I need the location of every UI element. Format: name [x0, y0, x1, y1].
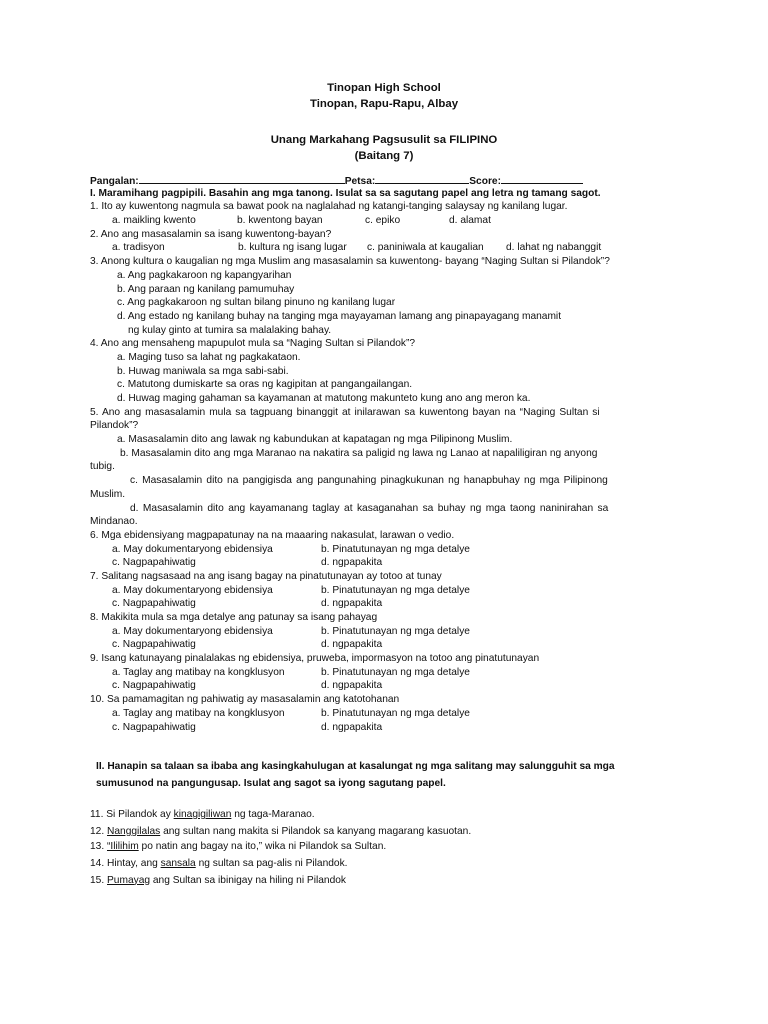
date-blank [375, 173, 469, 184]
choice-a: a. Taglay ang matibay na kongklusyon [112, 666, 285, 678]
score-blank [501, 173, 583, 184]
choice-b: b. kwentong bayan [237, 215, 323, 227]
item-15-rest: ang Sultan sa ibinigay na hiling ni Pilandok [150, 874, 347, 886]
choice-a: a. Ang pagkakaroon ng kapangyarihan [117, 269, 292, 281]
item-12 [90, 825, 680, 840]
question-8: 8. Makikita mula sa mga detalye ang patunay sa isang pahayag [90, 612, 378, 623]
item-11-rest: ng taga-Maranao. [231, 809, 315, 820]
choice-c: c. Matutong dumiskarte sa oras ng kagipitan at pangangailangan. [117, 379, 413, 391]
choice-b: b. Pinatutunayan ng mga detalye [321, 666, 470, 678]
question-7-choices-ab [90, 584, 680, 598]
item-12-rest: ang sultan nang makita si Pilandok sa kanyang magarang kasuotan. [160, 826, 472, 837]
choice-d: d. ngpapakita [321, 680, 383, 692]
item-11-number: 11. Si Pilandok ay [90, 809, 174, 820]
choice-b: b. Ang paraan ng kanilang pamumuhay [117, 283, 295, 295]
choice-c: c. Nagpapahiwatig [112, 721, 196, 733]
choice-b: b. Pinatutunayan ng mga detalye [321, 584, 470, 596]
choice-b: b. Masasalamin dito ang mga Maranao na nakatira sa paligid ng lawa ng Lanao at napaliligiran ng anyong [120, 447, 598, 459]
choice-d: d. lahat ng nabanggit [506, 242, 602, 254]
choice-c: c. Nagpapahiwatig [112, 598, 196, 610]
part1-instructions: I. Maramihang pagpipili. Basahin ang mga tanong. Isulat sa sa sagutang papel ang letra ng tamang sagot. [90, 187, 601, 199]
choice-b-continued: tubig. [90, 461, 115, 473]
question-6-choices-cd [90, 556, 680, 570]
grade-level: (Baitang 7) [354, 150, 414, 162]
exam-body [90, 173, 680, 734]
choice-a: a. tradisyon [112, 242, 165, 254]
question-7: 7. Salitang nagsasaad na ang isang bagay na pinatutunayan ay totoo at tunay [90, 570, 442, 582]
item-14-underlined-word: sansala [160, 857, 196, 869]
name-blank [139, 173, 345, 184]
school-name: Tinopan High School [327, 82, 441, 94]
choice-b: b. kultura ng isang lugar [238, 242, 347, 254]
choice-a: a. maikling kwento [112, 215, 196, 227]
choice-d: d. alamat [449, 215, 491, 227]
choice-b: b. Pinatutunayan ng mga detalye [321, 707, 470, 719]
question-8-choices-ab [90, 625, 680, 639]
student-info-line [90, 173, 680, 187]
question-10-choices-cd [90, 721, 680, 735]
part2-items [90, 808, 680, 887]
question-1-choices [90, 214, 680, 228]
choice-c: c. epiko [365, 215, 401, 227]
question-10-choices-ab [90, 707, 680, 721]
item-15-number: 15. [90, 874, 107, 886]
question-9-choices-ab [90, 666, 680, 680]
question-9: 9. Isang katunayang pinalalakas ng ebidensiya, pruweba, impormasyon na totoo ang pinatutunayan [90, 653, 540, 665]
question-1: 1. Ito ay kuwentong nagmula sa bawat pook na naglalahad ng katangi-tanging salaysay ng kanilang lugar. [90, 201, 568, 213]
question-10: 10. Sa pamamagitan ng pahiwatig ay masasalamin ang katotohanan [90, 694, 400, 706]
exam-header [0, 80, 768, 164]
choice-a: a. Masasalamin dito ang lawak ng kabundukan at kapatagan ng mga Pilipinong Muslim. [117, 434, 513, 446]
choice-c: c. Masasalamin dito na pangigisda ang pangunahing pinagkukunan ng hanapbuhay ng mga Pilipinong [130, 475, 608, 487]
choice-c: c. Ang pagkakaroon ng sultan bilang pinuno ng kanilang lugar [117, 297, 396, 309]
choice-d: d. Ang estado ng kanilang buhay na tanging mga mayayaman lamang ang pinapayagang manamit [117, 310, 562, 322]
item-13 [90, 840, 680, 857]
item-12-underlined-word: Nanggilalas [107, 826, 161, 837]
question-7-choices-cd [90, 597, 680, 611]
choice-d: d. ngpapakita [321, 557, 383, 569]
question-8-choices-cd [90, 638, 680, 652]
item-15 [90, 874, 680, 888]
choice-d-continued: ng kulay ginto at tumira sa malalaking bahay. [128, 324, 332, 336]
choice-d: d. ngpapakita [321, 639, 383, 651]
question-6: 6. Mga ebidensiyang magpapatunay na na maaaring nakasulat, larawan o vedio. [90, 529, 455, 541]
choice-c: c. Nagpapahiwatig [112, 680, 196, 692]
item-15-underlined-word: Pumayag [107, 874, 151, 886]
question-2-choices [90, 241, 680, 255]
choice-d: d. ngpapakita [321, 721, 383, 733]
item-13-underlined-word: “Ililihim [107, 840, 139, 852]
choice-a: a. Taglay ang matibay na kongklusyon [112, 707, 285, 719]
item-11-underlined-word: kinagigiliwan [173, 809, 232, 820]
choice-d-continued: Mindanao. [90, 516, 138, 528]
choice-a: a. May dokumentaryong ebidensiya [112, 543, 273, 555]
choice-a: a. Maging tuso sa lahat ng pagkakataon. [117, 351, 301, 363]
choice-b: b. Pinatutunayan ng mga detalye [321, 625, 470, 637]
question-4: 4. Ano ang mensaheng mapupulot mula sa “Naging Sultan si Pilandok”? [90, 338, 416, 350]
choice-c-continued: Muslim. [90, 488, 126, 500]
question-2: 2. Ano ang masasalamin sa isang kuwentong-bayan? [90, 228, 332, 240]
question-3: 3. Anong kultura o kaugalian ng mga Muslim ang masasalamin sa kuwentong- bayang “Naging Sultan si Pilandok”? [90, 256, 610, 268]
date-label: Petsa: [344, 176, 376, 187]
item-14-rest: ng sultan sa pag-alis ni Pilandok. [195, 857, 348, 869]
item-13-number: 13. [90, 840, 107, 852]
question-6-choices-ab [90, 543, 680, 557]
choice-b: b. Huwag maniwala sa mga sabi-sabi. [117, 365, 289, 377]
question-9-choices-cd [90, 679, 680, 693]
item-12-number: 12. [90, 826, 107, 837]
choice-d: d. Huwag maging gahaman sa kayamanan at matutong makunteto kung ano ang meron ka. [117, 393, 531, 404]
part2-instructions [90, 760, 686, 791]
item-14-number: 14. Hintay, ang [90, 857, 161, 869]
choice-b: b. Pinatutunayan ng mga detalye [321, 543, 470, 555]
part2-instructions-line1: II. Hanapin sa talaan sa ibaba ang kasingkahulugan at kasalungat ng mga salitang may salungguhit sa mga [96, 761, 615, 772]
part2-instructions-line2: sumusunod na pangungusap. Isulat ang sagot sa iyong sagutang papel. [96, 778, 446, 789]
exam-title: Unang Markahang Pagsusulit sa FILIPINO [270, 134, 498, 146]
name-label: Pangalan: [90, 176, 139, 187]
question-5-continued: Pilandok”? [90, 420, 139, 432]
school-address: Tinopan, Rapu-Rapu, Albay [309, 98, 459, 110]
item-11 [90, 808, 680, 825]
choice-c: c. Nagpapahiwatig [112, 639, 196, 651]
choice-c: c. paniniwala at kaugalian [367, 242, 484, 254]
choice-a: a. May dokumentaryong ebidensiya [112, 625, 273, 637]
choice-c: c. Nagpapahiwatig [112, 557, 196, 569]
question-5: 5. Ano ang masasalamin mula sa tagpuang binanggit at inilarawan sa kuwentong bayan na “Naging Sultan si [90, 406, 600, 418]
item-14 [90, 857, 680, 874]
item-13-rest: po natin ang bagay na ito,” wika ni Pilandok sa Sultan. [138, 840, 387, 852]
score-label: Score: [469, 176, 501, 187]
choice-a: a. May dokumentaryong ebidensiya [112, 584, 273, 596]
choice-d: d. Masasalamin dito ang kayamanang taglay at kasaganahan sa buhay ng mga taong naninirahan sa [130, 502, 609, 514]
choice-d: d. ngpapakita [321, 598, 383, 610]
